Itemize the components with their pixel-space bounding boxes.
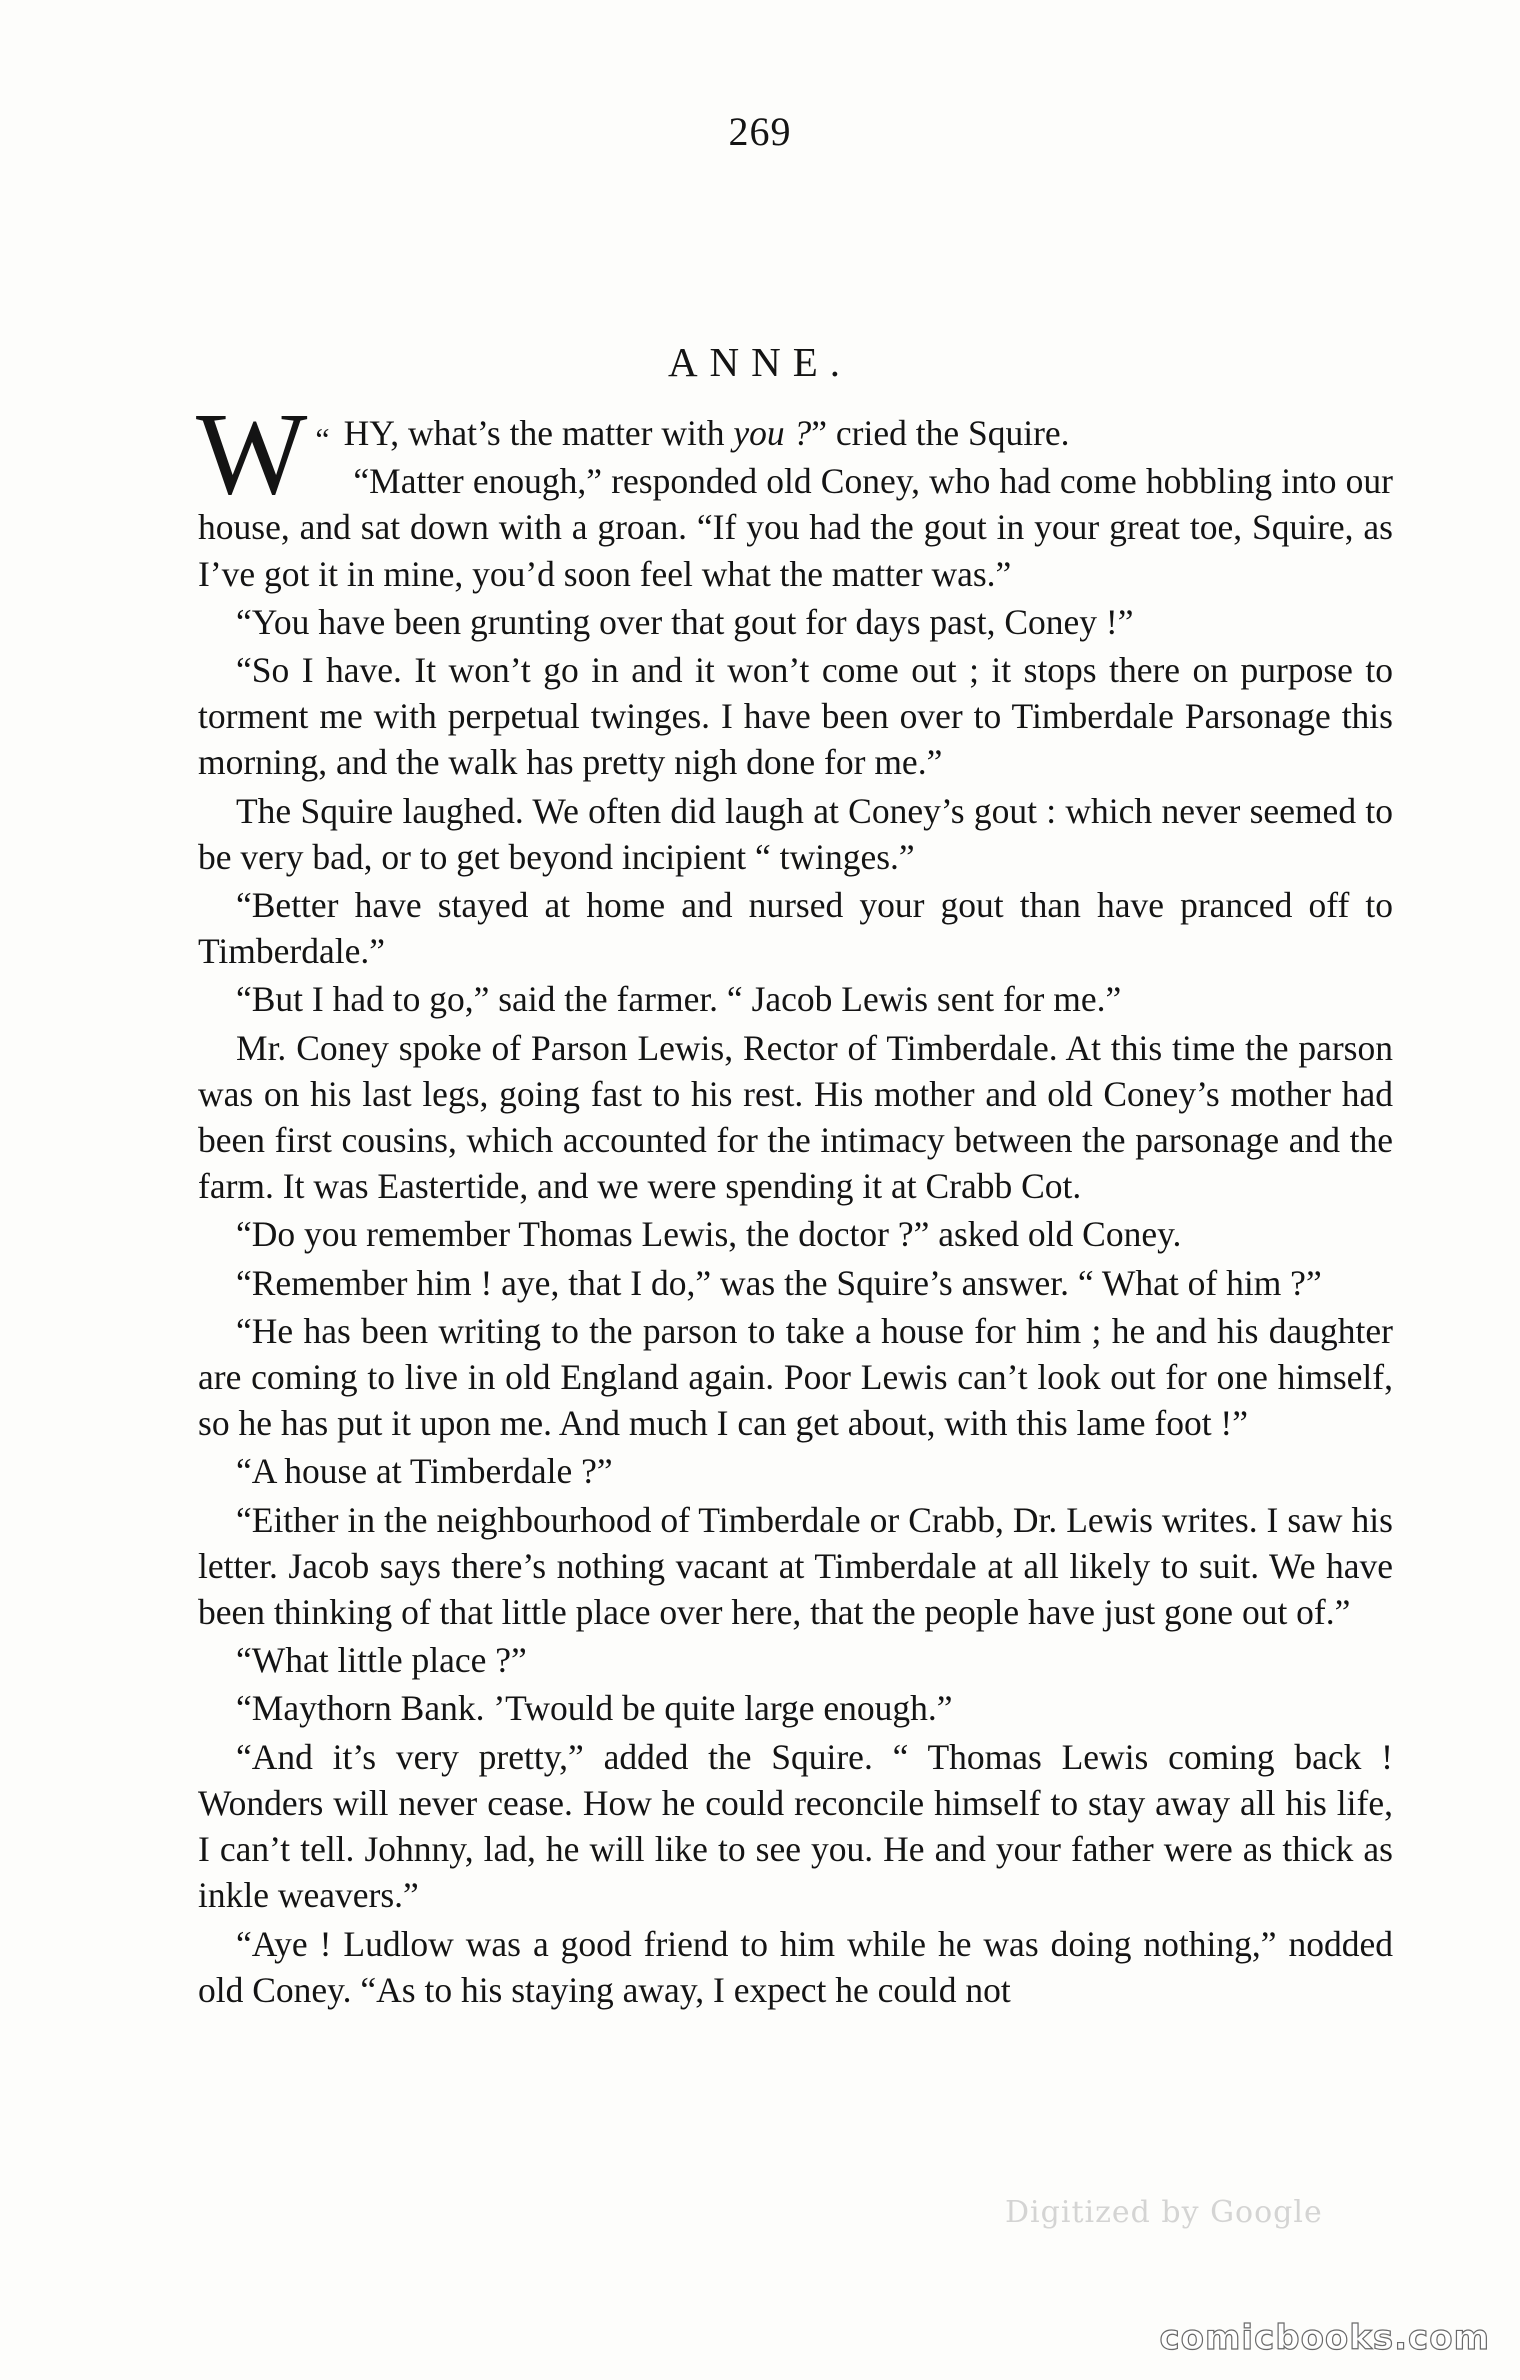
first-paragraph-text-a: HY, what’s the matter with [343, 413, 734, 453]
paragraph: “Do you remember Thomas Lewis, the doctor ?” asked old Coney. [236, 1214, 1182, 1255]
chapter-title: ANNE. [667, 339, 853, 385]
paragraph: “So I have. It won’t go in and it won’t come out ; it stops there on purpose to torment me with perpetual twinges. I have been over to Timberdale Parsonage this morning, and the walk has pretty nigh done for me.” [198, 650, 1393, 783]
paragraph: The Squire laughed. We often did laugh at Coney’s gout : which never seemed to be very bad, or to get beyond incipient “ twinges.” [198, 790, 1393, 877]
paragraph: “Remember him ! aye, that I do,” was the Squire’s answer. “ What of him ?” [236, 1262, 1322, 1303]
paragraph: “And it’s very pretty,” added the Squire. “ Thomas Lewis coming back ! Wonders will never cease. How he could reconcile himself to stay away all his life, I can’t tell. Johnny, lad, he will like to see you. He and your father were as thick as inkle weavers.” [198, 1736, 1393, 1916]
paragraph: “Better have stayed at home and nursed your gout than have pranced off to Timberdale.” [198, 885, 1393, 972]
paragraph: “You have been grunting over that gout for days past, Coney !” [236, 601, 1134, 642]
first-paragraph [196, 388, 1393, 519]
google-watermark: Digitized by Google [1005, 2195, 1323, 2230]
paragraph: “He has been writing to the parson to take a house for him ; he and his daughter are coming to live in old England again. Poor Lewis can’t look out for one himself, so he has put it upon me. And much I can get about, with this lame foot !” [198, 1310, 1393, 1444]
opening-quote: “ [315, 421, 330, 457]
first-paragraph-emphasis: you ? [733, 413, 812, 453]
paragraph: Mr. Coney spoke of Parson Lewis, Rector of Timberdale. At this time the parson was on his last legs, going fast to his rest. His mother and old Coney’s mother had been first cousins, which accounted for the intimacy between the parsonage and the farm. It was Eastertide, and we were spending it at Crabb Cot. [198, 1027, 1393, 1207]
body-text [196, 388, 1393, 2015]
paragraph: “Maythorn Bank. ’Twould be quite large enough.” [236, 1688, 953, 1729]
site-watermark: comicbooks.com [1159, 2318, 1490, 2358]
paragraph: “A house at Timberdale ?” [236, 1451, 613, 1492]
paragraph: “But I had to go,” said the farmer. “ Jacob Lewis sent for me.” [236, 979, 1122, 1020]
page-number: 269 [728, 109, 792, 154]
drop-cap: W [196, 388, 308, 519]
paragraph: “Matter enough,” responded old Coney, who had come hobbling into our house, and sat down with a groan. “If you had the gout in your great toe, Squire, as I’ve got it in mine, you’d soon feel what the matter was.” [198, 461, 1393, 594]
paragraph: “Either in the neighbourhood of Timberdale or Crabb, Dr. Lewis writes. I saw his letter. Jacob says there’s nothing vacant at Timberdale at all likely to suit. We have been thinking of that little place over here, that the people have just gone out of.” [198, 1499, 1393, 1633]
paragraph: “Aye ! Ludlow was a good friend to him while he was doing nothing,” nodded old Coney. “As to his staying away, I expect he could not [198, 1923, 1393, 2010]
paragraph: “What little place ?” [236, 1640, 527, 1681]
first-paragraph-text-b: ” cried the Squire. [811, 413, 1070, 453]
